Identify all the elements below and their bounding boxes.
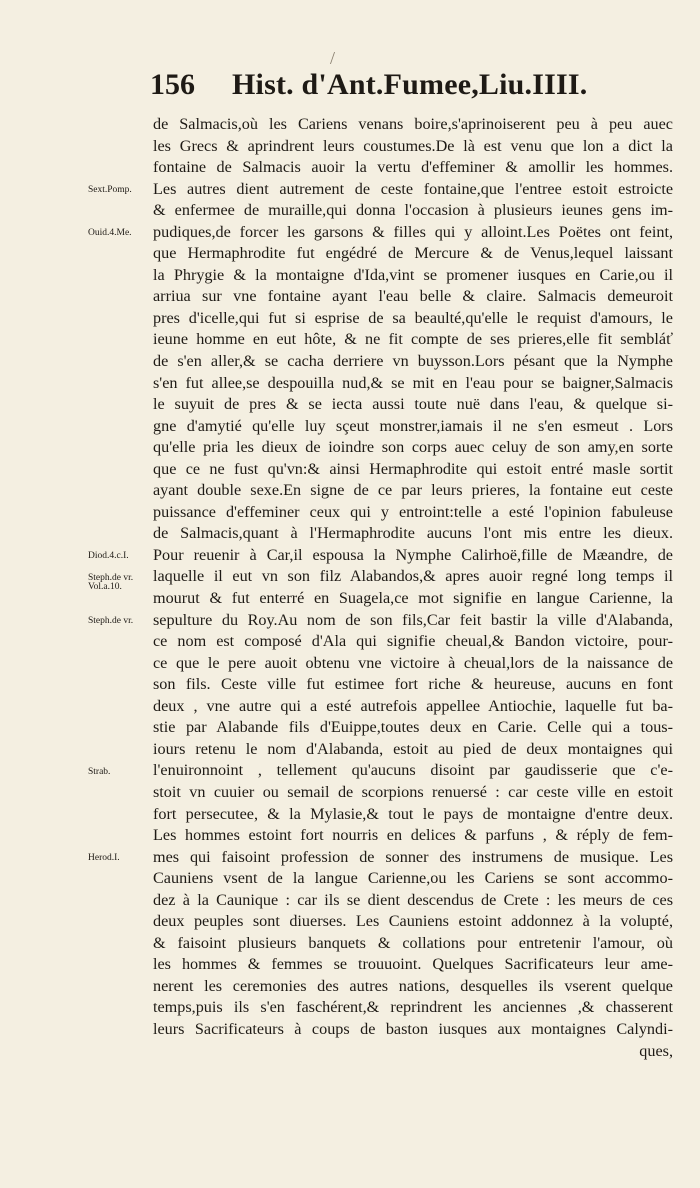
text-line: iours retenu le nom d'Alabanda, estoit au pied de deux montaignes qui (153, 739, 673, 758)
text-line: puissance d'effeminer ceux qui y entroint:telle a esté l'opinion fabuleuse (153, 502, 673, 521)
text-line: Les autres dient autrement de ceste fontaine,que l'entree estoit estroicte (153, 179, 673, 198)
text-line: temps,puis ils s'en faschérent,& reprindrent les anciennes ,& chasserent (153, 998, 673, 1017)
text-line: Pour reuenir à Car,il espousa la Nymphe Calirhoë,fille de Mæandre, de (153, 545, 673, 564)
text-line: la Phrygie & la montaigne d'Ida,vint se promener iusques en Carie,ou il (153, 265, 673, 284)
text-line: l'enuironnoint , tellement qu'aucuns disoint par gaudisserie que c'e- (153, 761, 673, 780)
text-line: dez à la Caunique : car ils se dient descendus de Crete : les meurs de ces (153, 890, 673, 909)
text-line: fort persecutee, & la Mylasie,& tout le pays de montaigne d'entre deux. (153, 804, 673, 823)
text-line: mourut & fut enterré en Suagela,ce mot signifie en langue Carienne, la (153, 589, 673, 608)
running-title: Hist. d'Ant.Fumee,Liu.IIII. (232, 68, 588, 101)
text-line: fontaine de Salmacis auoir la vertu d'effeminer & amollir les hommes. (153, 158, 673, 177)
text-line: laquelle il eut vn son filz Alabandos,& apres auoir regné long temps il (153, 567, 673, 586)
text-line: son fils. Ceste ville fut estimee fort riche & heureuse, aucuns en font (153, 675, 673, 694)
text-line: Les hommes estoint fort nourris en delices & parfuns , & réply de fem- (153, 826, 673, 845)
page-header (150, 68, 670, 108)
text-line: que ce ne fust qu'vn:& ainsi Hermaphrodite qui estoit entré masle sortit (153, 459, 673, 478)
margin-note: Vol.a.10. (88, 582, 122, 593)
page-number: 156 (150, 68, 195, 101)
top-mark: / (330, 48, 336, 68)
text-line: ieune homme en eut hôte, & ne fit compte de ses prieres,elle fit sembláť (153, 330, 673, 349)
text-line: ce nom est composé d'Ala qui signifie cheual,& Bandon victoire, pour- (153, 632, 673, 651)
margin-note: Sext.Pomp. (88, 184, 132, 195)
text-line: qu'elle pria les dieux de ioindre son corps auec celuy de son amy,en sorte (153, 438, 673, 457)
text-line: deux peuples sont diuerses. Les Cauniens estoint addonnez à la volupté, (153, 912, 673, 931)
text-line: s'en fut allee,se despouilla nud,& se mit en l'eau pour se baigner,Salmacis (153, 373, 673, 392)
text-line: arriua sur vne fontaine ayant l'eau belle & claire. Salmacis demeuroit (153, 287, 673, 306)
text-line: pres d'icelle,qui fut si esprise de sa beaulté,qu'elle le requist d'amours, le (153, 308, 673, 327)
text-line: Cauniens vsent de la langue Carienne,ou les Cariens se sont accommo- (153, 869, 673, 888)
text-line: les hommes & femmes se trouuoint. Quelques Sacrificateurs leur ame- (153, 955, 673, 974)
text-line: stie par Alabande fils d'Euippe,toutes deux en Carie. Celle qui a tous- (153, 718, 673, 737)
text-line: & faisoint plusieurs banquets & collations pour entretenir l'amour, où (153, 933, 673, 952)
text-line: & enfermee de muraille,qui donna l'occasion à plusieurs ieunes gens im- (153, 201, 673, 220)
margin-note: Diod.4.c.I. (88, 551, 129, 561)
text-line: stoit vn cuuier ou semail de scorpions renuersé : car ceste ville en estoit (153, 782, 673, 801)
margin-note: Steph.de vr. (88, 572, 134, 583)
text-line: ce que le pere auoit obtenu vne victoire à cheual,lors de la naissance de (153, 653, 673, 672)
text-line: sepulture du Roy.Au nom de son fils,Car feit bastir la ville d'Alabanda, (153, 610, 673, 629)
text-line: le suyuit de pres & se iecta aussi toute nuë dans l'eau, & quelque si- (153, 395, 673, 414)
margin-note: Herod.I. (88, 852, 120, 863)
text-line: de Salmacis,où les Cariens venans boire,s'aprinoiserent peu à peu auec (153, 115, 673, 133)
text-line: leurs Sacrificateurs à coups de baston iusques aux montaignes Calyndi- (153, 1019, 673, 1038)
text-line: deux , vne autre qui a esté autrefois appellee Antiochie, laquelle fut ba- (153, 696, 673, 715)
text-line: que Hermaphrodite fut engédré de Mercure & de Venus,lequel laissant (153, 244, 673, 263)
body-text (153, 114, 673, 1062)
text-line: nerent les ceremonies des autres nations, desquelles ils vserent quelque (153, 976, 673, 995)
text-line: gne d'amytié qu'elle luy sçeut monstrer,iamais il ne s'en esmeut . Lors (153, 416, 673, 435)
text-line: ques, (639, 1041, 673, 1060)
text-line: de s'en aller,& se cacha derriere vn buysson.Lors pésant que la Nymphe (153, 352, 673, 371)
text-line: les Grecs & aprindrent leurs coustumes.De là est venu que lon a dict la (153, 136, 673, 155)
text-line: mes qui faisoint profession de sonner des instrumens de musique. Les (153, 847, 673, 866)
margin-note: Strab. (88, 766, 111, 777)
margin-note: Ouid.4.Me. (88, 227, 132, 238)
margin-note: Steph.de vr. (88, 615, 134, 626)
text-line: ayant double sexe.En signe de ce par leurs prieres, la fontaine eut ceste (153, 481, 673, 500)
text-line: pudiques,de forcer les garsons & filles qui y alloint.Les Poëtes ont feint, (153, 222, 673, 241)
text-line: de Salmacis,quant à l'Hermaphrodite aucuns l'ont mis entre les dieux. (153, 524, 673, 543)
